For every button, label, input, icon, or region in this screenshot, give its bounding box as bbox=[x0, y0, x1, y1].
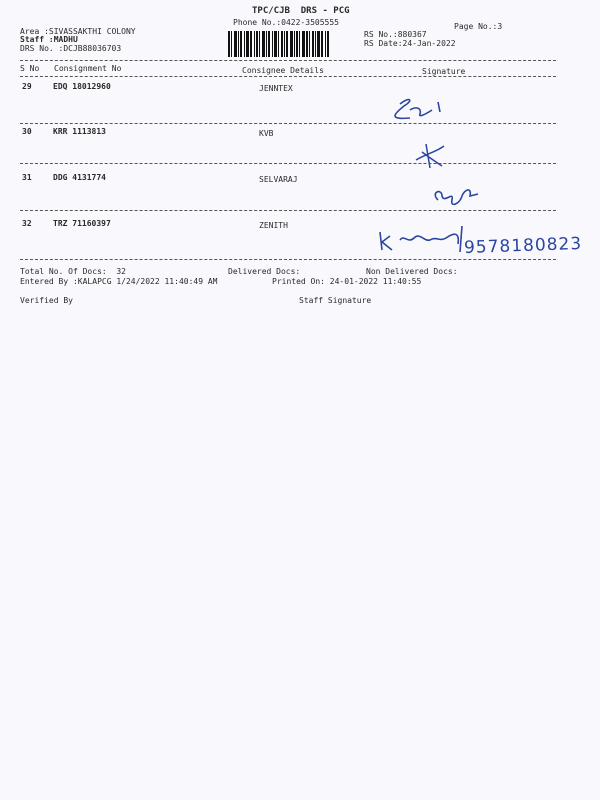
row-divider bbox=[20, 123, 556, 124]
row-divider bbox=[20, 163, 556, 164]
area-label: Area :SIVASSAKTHI COLONY bbox=[20, 27, 136, 36]
row-consignee: SELVARAJ bbox=[259, 175, 298, 184]
signature-row-30 bbox=[412, 140, 452, 178]
entered-by: Entered By :KALAPCG 1/24/2022 11:40:49 AM bbox=[20, 277, 218, 286]
row-sno: 31 bbox=[22, 173, 32, 182]
row-sno: 29 bbox=[22, 82, 32, 91]
sheet-title: TPC/CJB DRS - PCG bbox=[252, 6, 350, 16]
verified-by: Verified By bbox=[20, 296, 73, 305]
row-sno: 30 bbox=[22, 127, 32, 136]
header-rule-bottom bbox=[20, 76, 556, 77]
col-sno: S No bbox=[20, 64, 40, 73]
col-consignment: Consignment No bbox=[54, 64, 122, 73]
row-consignee: JENNTEX bbox=[259, 84, 293, 93]
printed-on: Printed On: 24-01-2022 11:40:55 bbox=[272, 277, 422, 286]
staff-signature: Staff Signature bbox=[299, 296, 372, 305]
col-consignee: Consignee Details bbox=[242, 66, 324, 75]
signature-row-32 bbox=[374, 222, 474, 260]
row-consignment: TRZ 71160397 bbox=[53, 219, 111, 228]
row-consignment: EDQ 18012960 bbox=[53, 82, 111, 91]
phone-number: Phone No.:0422-3505555 bbox=[233, 18, 339, 27]
row-consignment: KRR 1113813 bbox=[53, 127, 106, 136]
row-divider bbox=[20, 259, 556, 260]
barcode bbox=[228, 31, 352, 57]
rs-date: RS Date:24-Jan-2022 bbox=[364, 39, 456, 48]
signature-row-29 bbox=[380, 96, 470, 130]
col-signature: Signature bbox=[422, 67, 466, 76]
rs-number: RS No.:880367 bbox=[364, 30, 427, 39]
row-sno: 32 bbox=[22, 219, 32, 228]
row-consignee: ZENITH bbox=[259, 221, 288, 230]
total-docs: Total No. Of Docs: 32 bbox=[20, 267, 126, 276]
non-delivered-docs: Non Delivered Docs: bbox=[366, 267, 458, 276]
delivered-docs: Delivered Docs: bbox=[228, 267, 301, 276]
header-rule-top bbox=[20, 60, 556, 61]
drs-number: DRS No. :DCJB88036703 bbox=[20, 44, 122, 53]
row-consignee: KVB bbox=[259, 129, 274, 138]
page-number: Page No.:3 bbox=[454, 22, 503, 31]
staff-label: Staff :MADHU bbox=[20, 35, 78, 44]
handwritten-phone: 9578180823 bbox=[463, 233, 583, 259]
row-consignment: DDG 4131774 bbox=[53, 173, 106, 182]
signature-row-31 bbox=[428, 182, 488, 216]
